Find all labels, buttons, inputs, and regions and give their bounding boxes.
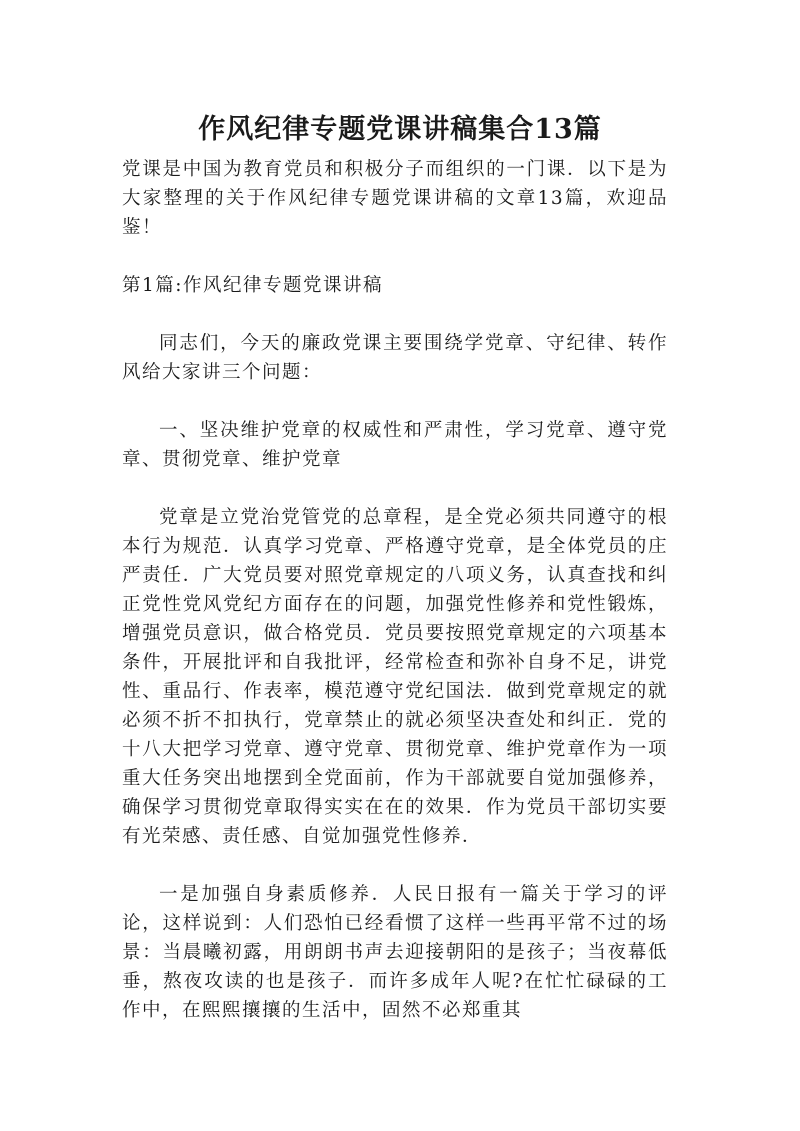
paragraph-spacer bbox=[122, 300, 668, 329]
document-title: 作风纪律专题党课讲稿集合13篇 bbox=[198, 114, 602, 145]
body-paragraph: 一、坚决维护党章的权威性和严肃性，学习党章、遵守党章、贯彻党章、维护党章 bbox=[122, 420, 668, 470]
paragraph-spacer bbox=[122, 851, 668, 880]
section-heading: 第1篇:作风纪律专题党课讲稿 bbox=[122, 275, 384, 296]
paragraph-spacer bbox=[122, 242, 668, 271]
body-paragraph: 党章是立党治党管党的总章程，是全党必须共同遵守的根本行为规范．认真学习党章、严格遵守党章，是全体党员的庄严责任．广大党员要对照党章规定的八项义务，认真查找和纠正党性党风党纪方面存在的问题，加强党性修养和党性锻炼，增强党员意识，做合格党员．党员要按照党章规定的六项基本条件，开展批评和自我批评，经常检查和弥补自身不足，讲党性、重品行、作表率，模范遵守党纪国法．做到党章规定的就必须不折不扣执行，党章禁止的就必须坚决查处和纠正．党的十八大把学习党章、遵守党章、贯彻党章、维护党章作为一项重大任务突出地摆到全党面前，作为干部就要自觉加强修养，确保学习贯彻党章取得实实在在的效果．作为党员干部切实要有光荣感、责任感、自觉加强党性修养． bbox=[122, 507, 668, 847]
paragraph-spacer bbox=[122, 387, 668, 416]
paragraph-spacer bbox=[122, 474, 668, 503]
intro-paragraph: 党课是中国为教育党员和积极分子而组织的一门课．以下是为大家整理的关于作风纪律专题党课讲稿的文章13篇，欢迎品鉴！ bbox=[122, 159, 668, 238]
body-paragraph: 一是加强自身素质修养．人民日报有一篇关于学习的评论，这样说到：人们恐怕已经看惯了这样一些再平常不过的场景：当晨曦初露，用朗朗书声去迎接朝阳的是孩子；当夜幕低垂，熬夜攻读的也是孩子．而许多成年人呢?在忙忙碌碌的工作中，在熙熙攘攘的生活中，固然不必郑重其 bbox=[122, 884, 668, 1021]
body-paragraph: 同志们，今天的廉政党课主要围绕学党章、守纪律、转作风给大家讲三个问题： bbox=[122, 333, 668, 383]
document-body bbox=[122, 155, 668, 1025]
